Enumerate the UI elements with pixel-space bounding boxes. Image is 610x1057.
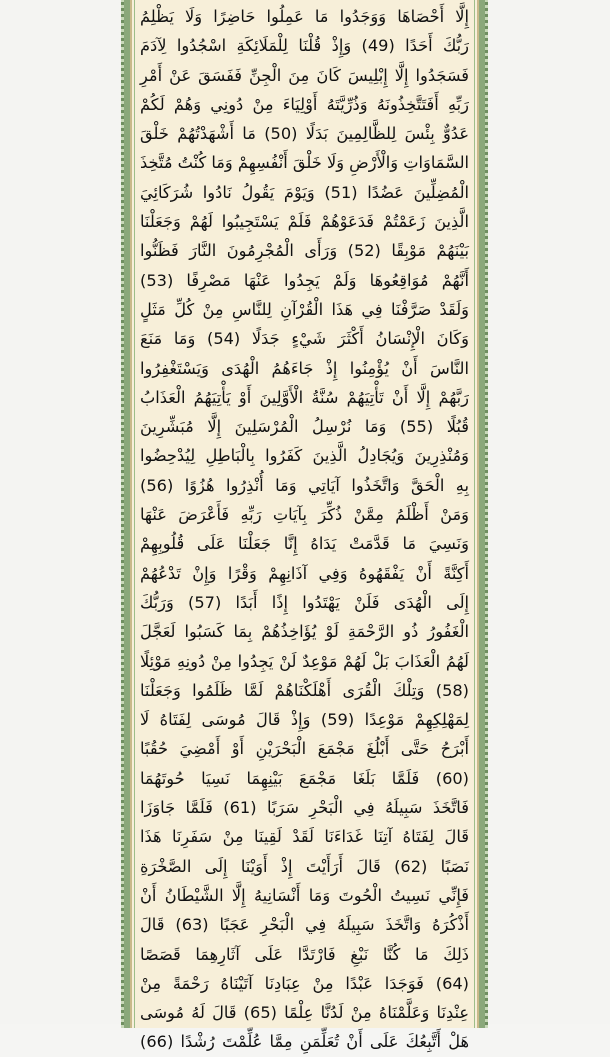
text-line: إِلَى الْهُدَى فَلَنْ يَهْتَدُوا إِذًا أَبَدًا (57) وَرَبُّكَ (140, 592, 469, 612)
text-line: (64) فَوَجَدَا عَبْدًا مِنْ عِبَادِنَا آتَيْنَاهُ رَحْمَةً مِنْ (140, 973, 469, 993)
text-line: الْغَفُورُ ذُو الرَّحْمَةِ لَوْ يُؤَاخِذُهُمْ بِمَا كَسَبُوا لَعَجَّلَ (140, 622, 469, 642)
text-line: إِلَّا أَحْصَاهَا وَوَجَدُوا مَا عَمِلُوا حَاضِرًا وَلَا يَظْلِمُ (140, 7, 469, 26)
text-line: وَلَقَدْ صَرَّفْنَا فِي هَذَا الْقُرْآنِ لِلنَّاسِ مِنْ كُلِّ مَثَلٍ (140, 299, 469, 319)
text-line: قُبُلًا (55) وَمَا نُرْسِلُ الْمُرْسَلِينَ إِلَّا مُبَشِّرِينَ (140, 417, 470, 437)
text-line: (58) وَتِلْكَ الْقُرَى أَهْلَكْنَاهُمْ لَمَّا ظَلَمُوا وَجَعَلْنَا (140, 680, 469, 700)
text-line: أَنَّهُمْ مُوَاقِعُوهَا وَلَمْ يَجِدُوا عَنْهَا مَصْرِفًا (53) (140, 270, 469, 290)
left-margin (0, 0, 125, 1024)
text-line: وَنَسِيَ مَا قَدَّمَتْ يَدَاهُ إِنَّا جَعَلْنَا عَلَى قُلُوبِهِمْ (140, 534, 469, 554)
text-line: أَكِنَّةً أَنْ يَفْقَهُوهُ وَفِي آذَانِهِمْ وَقْرًا وَإِنْ تَدْعُهُمْ (140, 563, 469, 583)
text-line: الْمُضِلِّينَ عَضُدًا (51) وَيَوْمَ يَقُولُ نَادُوا شُرَكَائِيَ (140, 182, 469, 202)
text-line: لِمَهْلِكِهِمْ مَوْعِدًا (59) وَإِذْ قَالَ مُوسَى لِفَتَاهُ لَا (140, 710, 469, 730)
quran-page-text (140, 2, 469, 1057)
text-line: الَّذِينَ زَعَمْتُمْ فَدَعَوْهُمْ فَلَمْ يَسْتَجِيبُوا لَهُمْ وَجَعَلْنَا (140, 212, 469, 232)
text-line: أَبْرَحُ حَتَّى أَبْلُغَ مَجْمَعَ الْبَحْرَيْنِ أَوْ أَمْضِيَ حُقُبًا (140, 739, 469, 759)
text-line: لَهُمُ الْعَذَابَ بَلْ لَهُمْ مَوْعِدٌ لَنْ يَجِدُوا مِنْ دُونِهِ مَوْئِلًا (140, 651, 469, 671)
right-margin (485, 0, 610, 1024)
text-line: رَبِّهِ أَفَتَتَّخِذُونَهُ وَذُرِّيَّتَهُ أَوْلِيَاءَ مِنْ دُونِي وَهُمْ لَكُمْ (140, 94, 469, 114)
quran-page-frame (124, 0, 485, 1052)
text-line: وَمُنْذِرِينَ وَيُجَادِلُ الَّذِينَ كَفَرُوا بِالْبَاطِلِ لِيُدْحِضُوا (140, 446, 469, 466)
text-line: رَبُّكَ أَحَدًا (49) وَإِذْ قُلْنَا لِلْمَلَائِكَةِ اسْجُدُوا لِآدَمَ (140, 36, 469, 56)
text-line: نَصَبًا (62) قَالَ أَرَأَيْتَ إِذْ أَوَيْنَا إِلَى الصَّخْرَةِ (140, 856, 469, 876)
text-line: فَإِنِّي نَسِيتُ الْحُوتَ وَمَا أَنْسَانِيهُ إِلَّا الشَّيْطَانُ أَنْ (140, 885, 469, 905)
text-line: أَذْكُرَهُ وَاتَّخَذَ سَبِيلَهُ فِي الْبَحْرِ عَجَبًا (63) قَالَ (140, 915, 469, 935)
text-line: وَكَانَ الْإِنْسَانُ أَكْثَرَ شَيْءٍ جَدَلًا (54) وَمَا مَنَعَ (140, 329, 469, 349)
text-line: النَّاسَ أَنْ يُؤْمِنُوا إِذْ جَاءَهُمُ الْهُدَى وَيَسْتَغْفِرُوا (140, 358, 469, 378)
text-line: قَالَ لِفَتَاهُ آتِنَا غَدَاءَنَا لَقَدْ لَقِينَا مِنْ سَفَرِنَا هَذَا (140, 827, 469, 847)
text-line: هَلْ أَتَّبِعُكَ عَلَى أَنْ تُعَلِّمَنِ مِمَّا عُلِّمْتَ رُشْدًا (66) (140, 1032, 469, 1052)
text-line: فَسَجَدُوا إِلَّا إِبْلِيسَ كَانَ مِنَ الْجِنِّ فَفَسَقَ عَنْ أَمْرِ (140, 65, 469, 85)
text-line: السَّمَاوَاتِ وَالْأَرْضِ وَلَا خَلْقَ أَنْفُسِهِمْ وَمَا كُنْتُ مُتَّخِذَ (140, 153, 469, 173)
text-line: فَاتَّخَذَ سَبِيلَهُ فِي الْبَحْرِ سَرَبًا (61) فَلَمَّا جَاوَزَا (140, 798, 469, 818)
text-line: عِنْدِنَا وَعَلَّمْنَاهُ مِنْ لَدُنَّا عِلْمًا (65) قَالَ لَهُ مُوسَى (140, 1003, 469, 1023)
text-line: بِهِ الْحَقَّ وَاتَّخَذُوا آيَاتِي وَمَا أُنْذِرُوا هُزُوًا (56) (140, 475, 469, 495)
text-line: وَمَنْ أَظْلَمُ مِمَّنْ ذُكِّرَ بِآيَاتِ رَبِّهِ فَأَعْرَضَ عَنْهَا (140, 505, 469, 525)
text-line: (60) فَلَمَّا بَلَغَا مَجْمَعَ بَيْنِهِمَا نَسِيَا حُوتَهُمَا (140, 768, 469, 788)
text-line: ذَلِكَ مَا كُنَّا نَبْغِ فَارْتَدَّا عَلَى آثَارِهِمَا قَصَصًا (140, 944, 469, 964)
text-line: عَدُوٌّ بِئْسَ لِلظَّالِمِينَ بَدَلًا (50) مَا أَشْهَدْتُهُمْ خَلْقَ (140, 124, 469, 144)
text-line: بَيْنَهُمْ مَوْبِقًا (52) وَرَأَى الْمُجْرِمُونَ النَّارَ فَظَنُّوا (140, 241, 469, 261)
text-line: رَبَّهُمْ إِلَّا أَنْ تَأْتِيَهُمْ سُنَّةُ الْأَوَّلِينَ أَوْ يَأْتِيَهُمُ الْعَذَابُ (140, 387, 469, 407)
